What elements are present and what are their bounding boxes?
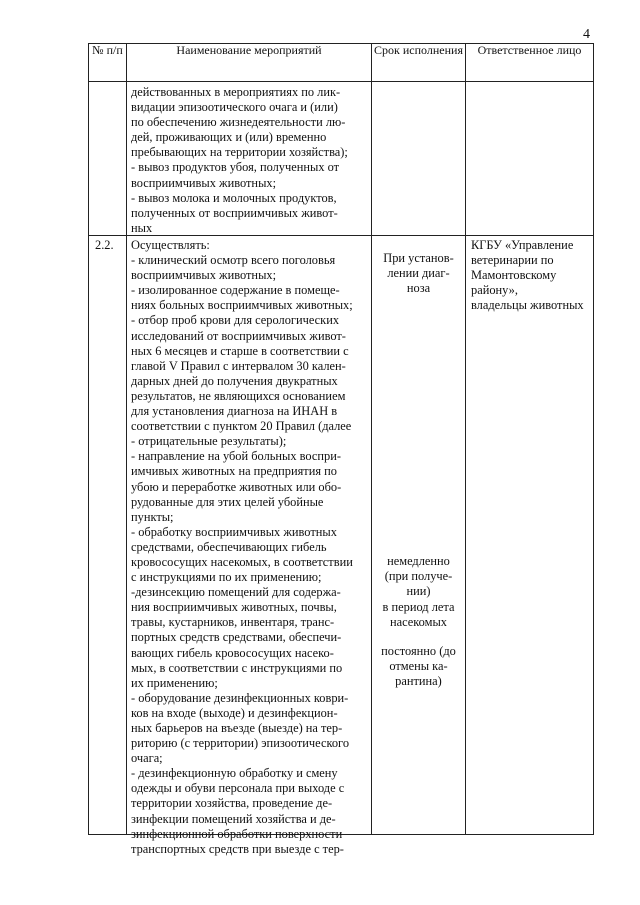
row2-measures-text — [127, 236, 371, 856]
measure-text-line: ниях больных восприимчивых животных; — [131, 298, 353, 313]
table-header-row — [89, 44, 594, 82]
table-row — [89, 236, 594, 835]
deadline-text-line: насекомых — [390, 614, 447, 629]
deadline-text-line: ноза — [406, 281, 431, 296]
deadline-text-line: постоянно (до — [381, 643, 456, 658]
measure-text-line: - дезинфекционную обработку и смену — [131, 766, 338, 781]
measure-text-line: - оборудование дезинфекционных коври- — [131, 690, 349, 705]
measure-text-line: соответствии с пунктом 20 Правил (далее — [131, 419, 352, 434]
measure-text-line: ных — [131, 220, 153, 235]
measure-text-line: ков на входе (выходе) и дезинфекцион- — [131, 705, 338, 720]
table-row — [89, 82, 594, 236]
measure-text-line: травы, кустарников, инвентаря, транс- — [131, 615, 335, 630]
measure-text-line: транспортных средств при выезде с тер- — [131, 841, 344, 856]
row2-responsible — [466, 236, 594, 835]
responsible-text-line: Мамонтовскому — [471, 268, 557, 283]
deadline-until-quarantine-lifted — [372, 644, 465, 689]
measure-text-line: рудованные для этих целей убойные — [131, 494, 324, 509]
measure-text-line: их применению; — [131, 675, 218, 690]
deadline-immediately — [372, 554, 465, 629]
measure-text-line: - изолированное содержание в помеще- — [131, 283, 340, 298]
row1-measures — [127, 82, 372, 236]
measure-text-line: - обработку восприимчивых животных — [131, 524, 337, 539]
measure-text-line: действованных в мероприятиях по лик- — [131, 85, 341, 99]
header-deadline: Срок исполнения — [372, 44, 466, 82]
responsible-text-line: владельцы животных — [471, 298, 584, 313]
measure-text-line: портных средств средствами, обеспечи- — [131, 630, 342, 645]
deadline-text-line: отмены ка- — [389, 658, 448, 673]
measure-text-line: пребывающих на территории хозяйства); — [131, 145, 348, 160]
measure-text-line: с инструкциями по их применению; — [131, 570, 322, 585]
deadline-text-line: рантина) — [395, 673, 442, 688]
row1-measures-text — [127, 82, 371, 235]
header-name: Наименование мероприятий — [127, 44, 372, 82]
measure-text-line: дарных дней до получения двукратных — [131, 373, 338, 388]
responsible-text-line: району», — [471, 283, 518, 298]
deadline-text-line: немедленно — [387, 554, 450, 569]
measure-text-line: средствами, обеспечивающих гибель — [131, 539, 327, 554]
measure-text-line: риторию (с территории) эпизоотического — [131, 736, 350, 751]
measure-text-line: одежды и обуви персонала при выходе с — [131, 781, 345, 796]
measure-text-line: зинфекции помещений хозяйства и де- — [131, 811, 336, 826]
measure-text-line: - отрицательные результаты); — [131, 434, 287, 449]
measure-text-line: Осуществлять: — [131, 238, 210, 252]
measure-text-line: ния восприимчивых животных, почвы, — [131, 600, 337, 615]
row1-responsible — [466, 82, 594, 236]
deadline-text-line: лении диаг- — [387, 266, 450, 281]
measure-text-line: зинфекционной обработки поверхности — [131, 826, 343, 841]
measure-text-line: имчивых животных на предприятия по — [131, 464, 337, 479]
header-num: № п/п — [89, 44, 127, 82]
row2-num: 2.2. — [89, 236, 127, 835]
deadline-text-line: (при получе- — [384, 569, 453, 584]
measure-text-line: результатов, не являющихся основанием — [131, 388, 346, 403]
row2-measures — [127, 236, 372, 856]
measure-text-line: для установления диагноза на ИНАН в — [131, 404, 338, 419]
measure-text-line: -дезинсекцию помещений для содержа- — [131, 585, 341, 600]
measure-text-line: ных барьеров на въезде (выезде) на тер- — [131, 721, 343, 735]
deadline-on-diagnosis — [372, 251, 465, 296]
measure-text-line: восприимчивых животных; — [131, 175, 277, 190]
measure-text-line: вающих гибель кровососущих насеко- — [131, 645, 334, 660]
responsible-text-line: КГБУ «Управление — [471, 238, 574, 252]
measure-text-line: - отбор проб крови для серологических — [131, 313, 340, 328]
page-number: 4 — [583, 27, 590, 42]
measure-text-line: пункты; — [131, 509, 174, 524]
row1-num — [89, 82, 127, 236]
measure-text-line: - направление на убой больных воспри- — [131, 449, 342, 464]
measure-text-line: ных 6 месяцев и старше в соответствии с — [131, 343, 349, 358]
measure-text-line: - вывоз продуктов убоя, полученных от — [131, 160, 340, 175]
header-responsible: Ответственное лицо — [466, 44, 594, 82]
measure-text-line: мых, в соответствии с инструкциями по — [131, 660, 343, 675]
measure-text-line: - вывоз молока и молочных продуктов, — [131, 190, 337, 205]
responsible-person — [466, 236, 593, 313]
measure-text-line: очага; — [131, 751, 163, 766]
measure-text-line: территории хозяйства, проведение де- — [131, 796, 333, 811]
measure-text-line: видации эпизоотического очага и (или) — [131, 100, 338, 115]
measures-table — [88, 43, 594, 856]
deadline-text-line: При установ- — [383, 251, 454, 265]
measure-text-line: по обеспечению жизнедеятельности лю- — [131, 115, 346, 130]
row2-deadline — [372, 236, 466, 835]
measure-text-line: дей, проживающих и (или) временно — [131, 130, 327, 145]
measure-text-line: главой V Правил с интервалом 30 кален- — [131, 358, 346, 373]
deadline-text-line: нии) — [406, 584, 431, 599]
measure-text-line: восприимчивых животных; — [131, 268, 277, 283]
deadline-text-line: в период лета — [382, 599, 455, 614]
measure-text-line: кровососущих насекомых, в соответствии — [131, 554, 353, 569]
measure-text-line: полученных от восприимчивых живот- — [131, 205, 338, 220]
responsible-text-line: ветеринарии по — [471, 253, 554, 268]
measure-text-line: исследований от восприимчивых живот- — [131, 328, 346, 343]
measure-text-line: - клинический осмотр всего поголовья — [131, 253, 336, 268]
row1-deadline — [372, 82, 466, 236]
measure-text-line: убою и переработке животных или обо- — [131, 479, 342, 494]
